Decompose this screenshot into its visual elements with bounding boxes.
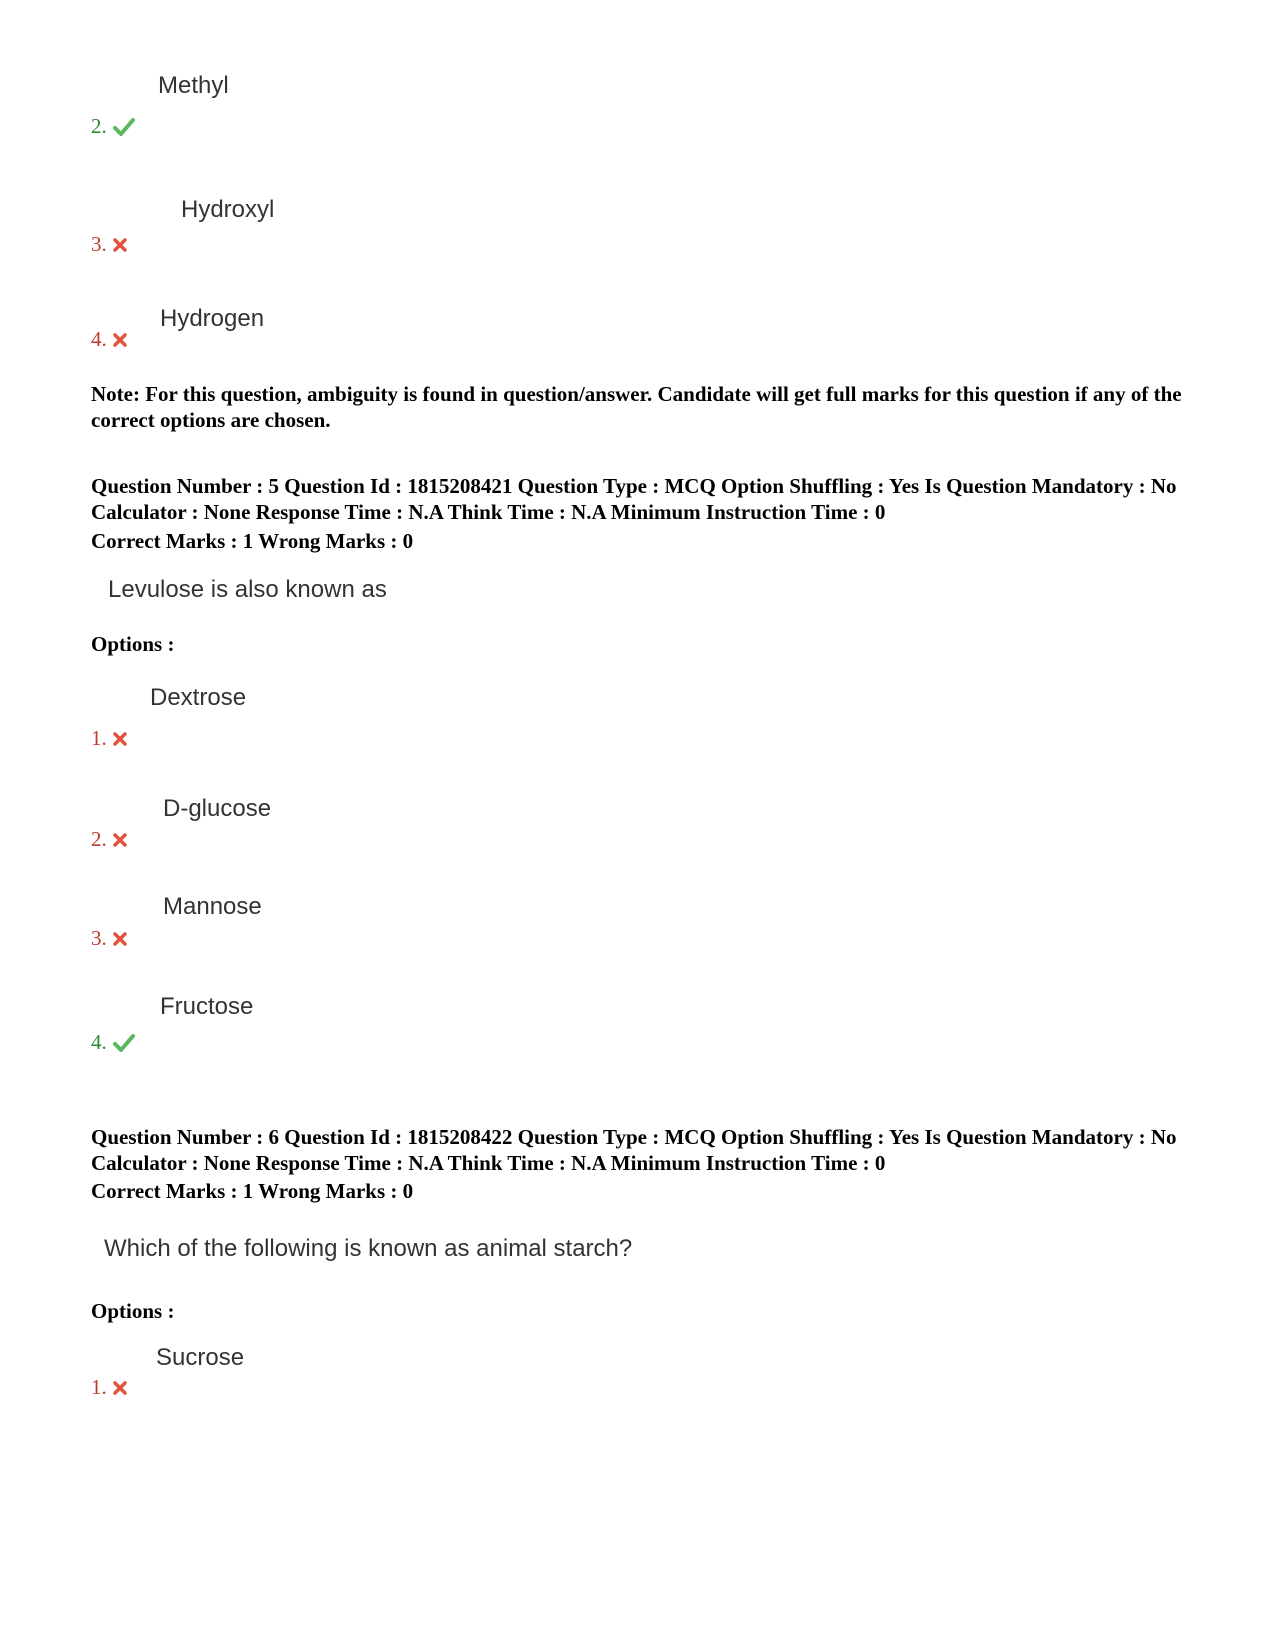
option-number: 2.	[91, 114, 135, 139]
question-marks: Correct Marks : 1 Wrong Marks : 0	[91, 529, 414, 553]
options-label: Options :	[91, 632, 175, 656]
option-number: 1.	[91, 726, 127, 751]
option-text: Hydroxyl	[181, 196, 275, 223]
question-text: Which of the following is known as animal starch?	[104, 1235, 633, 1262]
check-icon	[113, 1034, 135, 1052]
cross-icon	[113, 1381, 127, 1395]
option-text: Methyl	[158, 72, 229, 99]
option-number: 1.	[91, 1375, 127, 1400]
cross-icon	[113, 932, 127, 946]
option-text: D-glucose	[163, 795, 272, 822]
question-meta: Question Number : 6 Question Id : 1815208422 Question Type : MCQ Option Shuffling : Yes Is Question Mandatory : No Calculator : None Response Time : N.A Think Time : N.A Minimum Instruction Time : 0	[91, 1125, 1177, 1175]
question-marks: Correct Marks : 1 Wrong Marks : 0	[91, 1179, 414, 1203]
option-text: Dextrose	[150, 684, 247, 711]
check-icon	[113, 118, 135, 136]
option-number: 3.	[91, 926, 127, 951]
option-text: Sucrose	[156, 1344, 245, 1371]
option-number: 4.	[91, 1030, 135, 1055]
option-text: Mannose	[163, 893, 262, 920]
question-meta: Question Number : 5 Question Id : 1815208421 Question Type : MCQ Option Shuffling : Yes Is Question Mandatory : No Calculator : None Response Time : N.A Think Time : N.A Minimum Instruction Time : 0	[91, 474, 1177, 524]
option-text: Hydrogen	[160, 305, 265, 332]
option-text: Fructose	[160, 993, 254, 1020]
cross-icon	[113, 238, 127, 252]
cross-icon	[113, 833, 127, 847]
option-number: 3.	[91, 232, 127, 257]
question-text: Levulose is also known as	[108, 576, 387, 603]
note-text: Note: For this question, ambiguity is found in question/answer. Candidate will get full marks for this question if any of the correct options are chosen.	[91, 382, 1182, 432]
cross-icon	[113, 732, 127, 746]
option-number: 2.	[91, 827, 127, 852]
options-label: Options :	[91, 1299, 175, 1323]
cross-icon	[113, 333, 127, 347]
option-number: 4.	[91, 327, 127, 352]
